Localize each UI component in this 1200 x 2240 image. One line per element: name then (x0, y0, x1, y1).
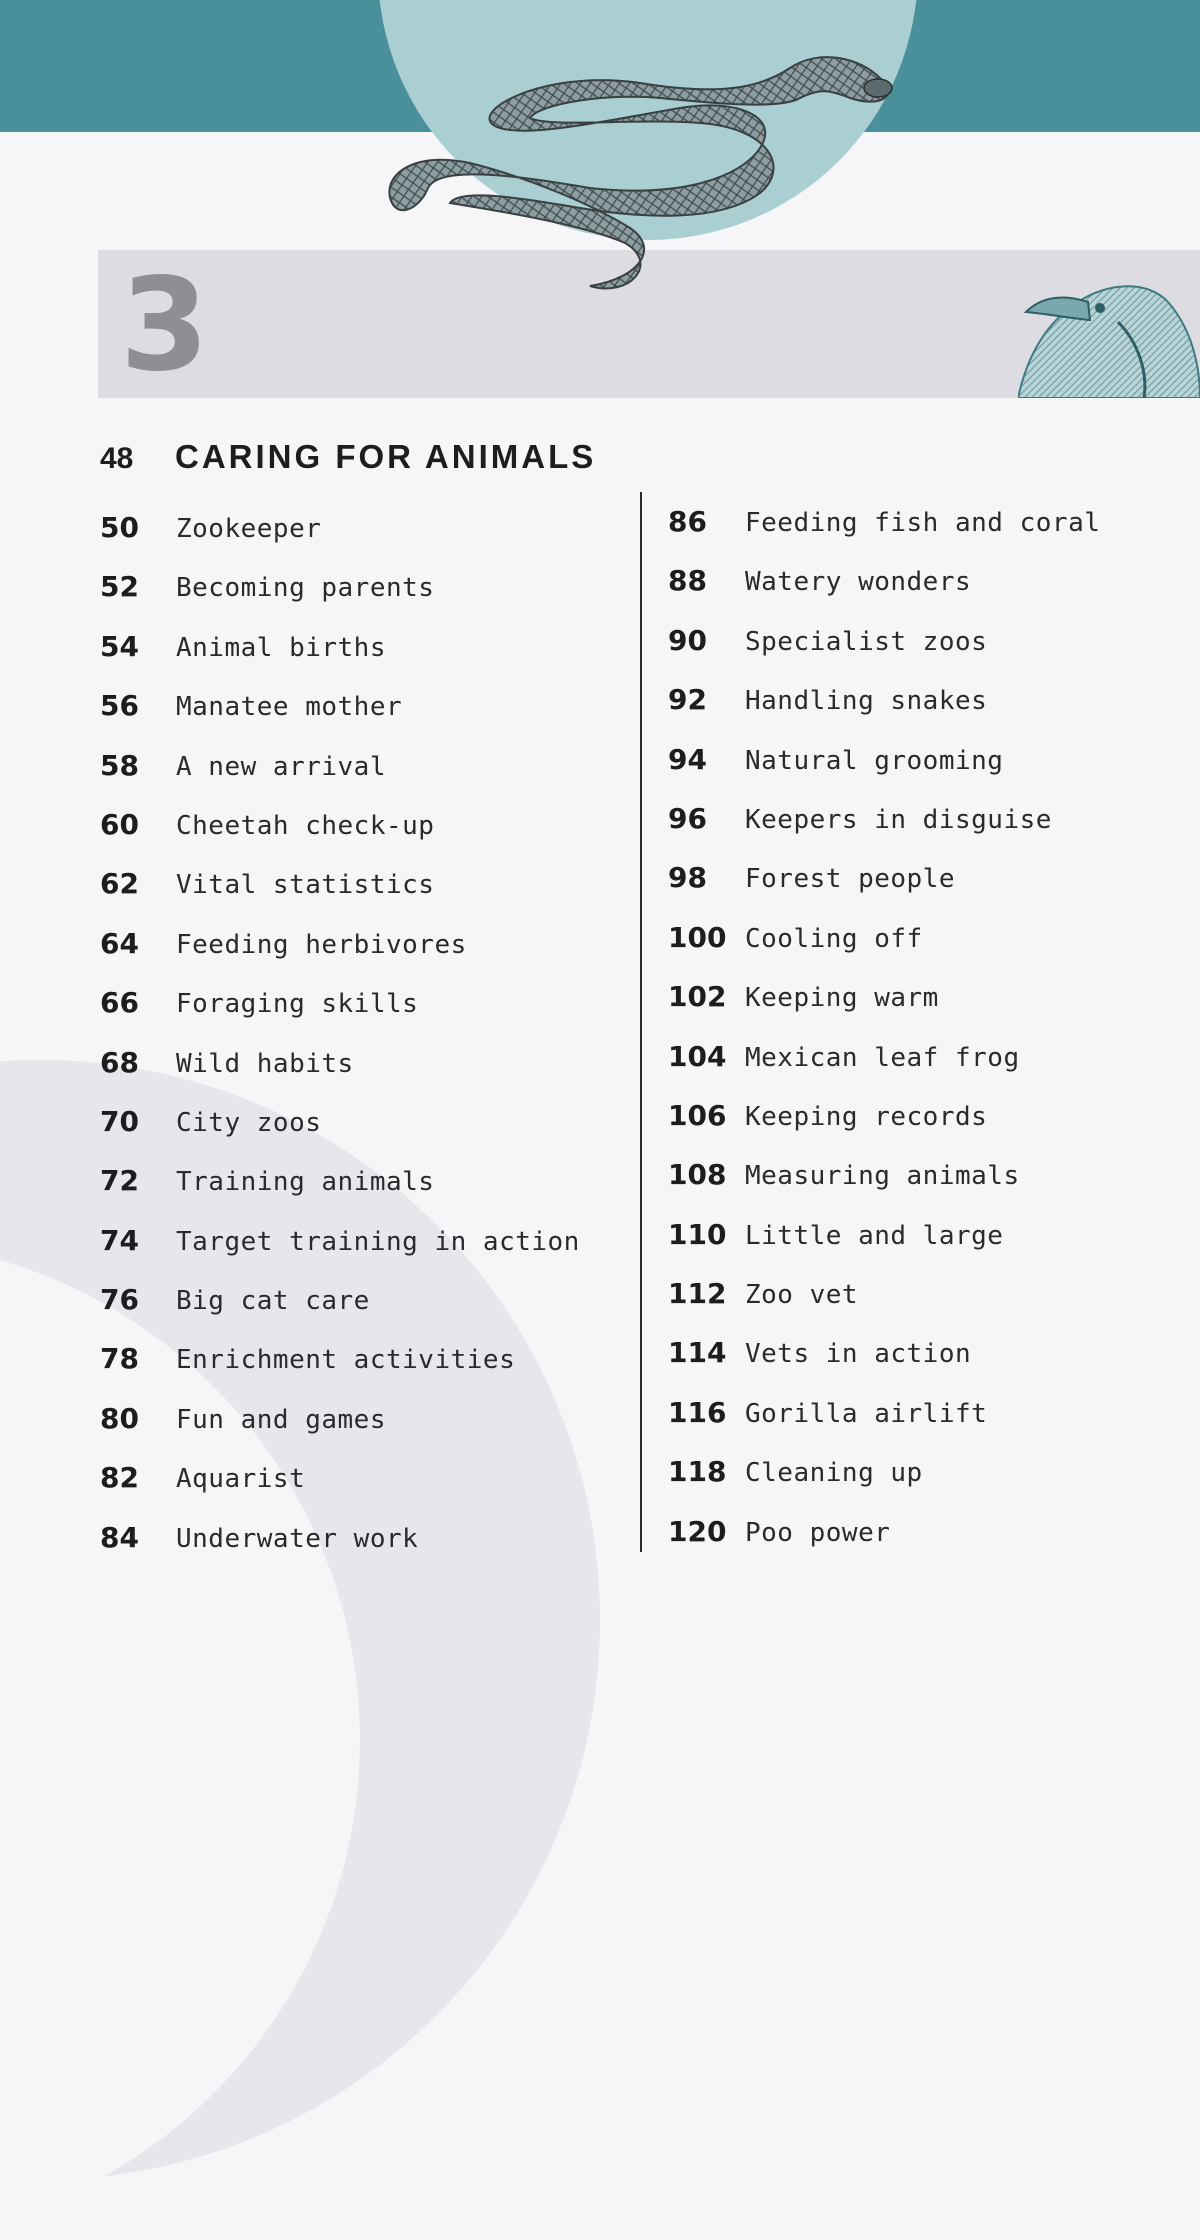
entry-page: 80 (100, 1401, 139, 1435)
entry-title: Poo power (745, 1517, 891, 1548)
toc-entry[interactable] (668, 683, 1100, 742)
entry-page: 96 (668, 801, 707, 835)
entry-title: Target training in action (176, 1226, 580, 1257)
entry-title: Feeding herbivores (176, 929, 467, 960)
entry-page: 114 (668, 1336, 727, 1370)
toc-entry[interactable] (100, 986, 580, 1045)
penguin-illustration-icon (1018, 262, 1200, 398)
entry-title: Vital statistics (176, 870, 435, 901)
entry-page: 58 (100, 748, 139, 782)
entry-page: 120 (668, 1514, 727, 1548)
entry-page: 102 (668, 980, 727, 1014)
entry-page: 54 (100, 629, 139, 663)
entry-title: Forest people (745, 864, 955, 895)
entry-title: Underwater work (176, 1523, 419, 1554)
entry-title: Keeping records (745, 1101, 988, 1132)
entry-page: 50 (100, 511, 139, 544)
chapter-number: 3 (120, 251, 210, 400)
toc-entry[interactable] (668, 921, 1100, 980)
toc-entry[interactable] (100, 808, 580, 867)
toc-entry[interactable] (100, 1461, 580, 1520)
toc-entry[interactable] (668, 1099, 1100, 1158)
entry-title: Gorilla airlift (745, 1398, 988, 1429)
entry-title: Little and large (745, 1220, 1004, 1251)
toc-entry[interactable] (100, 511, 580, 570)
entry-title: Training animals (176, 1167, 435, 1198)
toc-entry[interactable] (668, 505, 1100, 564)
section-heading (100, 438, 596, 476)
entry-page: 82 (100, 1461, 139, 1495)
entry-title: Measuring animals (745, 1161, 1020, 1192)
toc-entry[interactable] (668, 1455, 1100, 1514)
entry-title: Manatee mother (176, 692, 403, 723)
entry-page: 100 (668, 920, 727, 954)
toc-entry[interactable] (668, 564, 1100, 623)
entry-page: 66 (100, 986, 139, 1020)
toc-entry[interactable] (668, 1277, 1100, 1336)
toc-entry[interactable] (100, 1521, 580, 1580)
toc-entry[interactable] (668, 1515, 1100, 1574)
entry-page: 84 (100, 1520, 139, 1554)
entry-page: 78 (100, 1342, 139, 1376)
entry-title: Keeping warm (745, 983, 939, 1014)
entry-title: Animal births (176, 632, 386, 663)
entry-page: 98 (668, 861, 707, 895)
entry-page: 72 (100, 1164, 139, 1198)
snake-illustration-icon (380, 28, 940, 308)
entry-page: 70 (100, 1104, 139, 1138)
toc-entry[interactable] (668, 1040, 1100, 1099)
entry-title: Zookeeper (176, 514, 322, 544)
entry-page: 108 (668, 1158, 727, 1192)
toc-entry[interactable] (668, 861, 1100, 920)
toc-entry[interactable] (668, 1336, 1100, 1395)
toc-left-column (100, 511, 580, 1580)
entry-page: 64 (100, 926, 139, 960)
entry-title: Aquarist (176, 1464, 306, 1495)
entry-title: Becoming parents (176, 573, 435, 604)
section-title: CARING FOR ANIMALS (175, 438, 597, 475)
entry-title: Cleaning up (745, 1458, 923, 1489)
entry-page: 118 (668, 1455, 727, 1489)
entry-page: 116 (668, 1395, 727, 1429)
entry-title: A new arrival (176, 751, 386, 782)
entry-page: 52 (100, 570, 139, 604)
entry-page: 110 (668, 1217, 727, 1251)
entry-page: 94 (668, 742, 707, 776)
entry-title: Specialist zoos (745, 626, 988, 657)
entry-title: Foraging skills (176, 989, 419, 1020)
entry-page: 56 (100, 689, 139, 723)
entry-page: 86 (668, 505, 707, 538)
entry-page: 68 (100, 1045, 139, 1079)
entry-title: Natural grooming (745, 745, 1004, 776)
entry-title: Cheetah check-up (176, 810, 435, 841)
entry-title: Big cat care (176, 1286, 370, 1317)
entry-page: 104 (668, 1039, 727, 1073)
toc-entry[interactable] (100, 689, 580, 748)
entry-title: Mexican leaf frog (745, 1042, 1020, 1073)
column-divider (640, 492, 642, 1552)
entry-title: Fun and games (176, 1404, 386, 1435)
toc-entry[interactable] (668, 743, 1100, 802)
toc-entry[interactable] (100, 1402, 580, 1461)
toc-entry[interactable] (100, 1283, 580, 1342)
entry-page: 76 (100, 1283, 139, 1317)
toc-right-column (668, 505, 1100, 1574)
toc-entry[interactable] (100, 630, 580, 689)
entry-page: 112 (668, 1277, 727, 1311)
toc-entry[interactable] (100, 1046, 580, 1105)
toc-entry[interactable] (100, 867, 580, 926)
entry-title: Keepers in disguise (745, 804, 1052, 835)
toc-entry[interactable] (668, 1218, 1100, 1277)
entry-title: Wild habits (176, 1048, 354, 1079)
toc-entry[interactable] (668, 624, 1100, 683)
section-page-number: 48 (100, 442, 134, 475)
entry-page: 62 (100, 867, 139, 901)
toc-entry[interactable] (668, 980, 1100, 1039)
entry-title: Handling snakes (745, 686, 988, 717)
entry-title: City zoos (176, 1107, 322, 1138)
toc-entry[interactable] (668, 1396, 1100, 1455)
entry-title: Cooling off (745, 923, 923, 954)
entry-title: Zoo vet (745, 1280, 859, 1311)
toc-entry[interactable] (100, 570, 580, 629)
entry-page: 106 (668, 1098, 727, 1132)
entry-title: Feeding fish and coral (745, 508, 1101, 538)
toc-entry[interactable] (100, 1342, 580, 1401)
entry-title: Watery wonders (745, 567, 972, 598)
toc-entry[interactable] (100, 927, 580, 986)
toc-entry[interactable] (668, 802, 1100, 861)
entry-page: 92 (668, 683, 707, 717)
entry-title: Vets in action (745, 1339, 972, 1370)
entry-title: Enrichment activities (176, 1345, 516, 1376)
toc-entry[interactable] (100, 1105, 580, 1164)
entry-page: 90 (668, 623, 707, 657)
toc-entry[interactable] (100, 1224, 580, 1283)
toc-entry[interactable] (668, 1158, 1100, 1217)
entry-page: 60 (100, 807, 139, 841)
toc-entry[interactable] (100, 1164, 580, 1223)
entry-page: 74 (100, 1223, 139, 1257)
entry-page: 88 (668, 564, 707, 598)
toc-entry[interactable] (100, 749, 580, 808)
